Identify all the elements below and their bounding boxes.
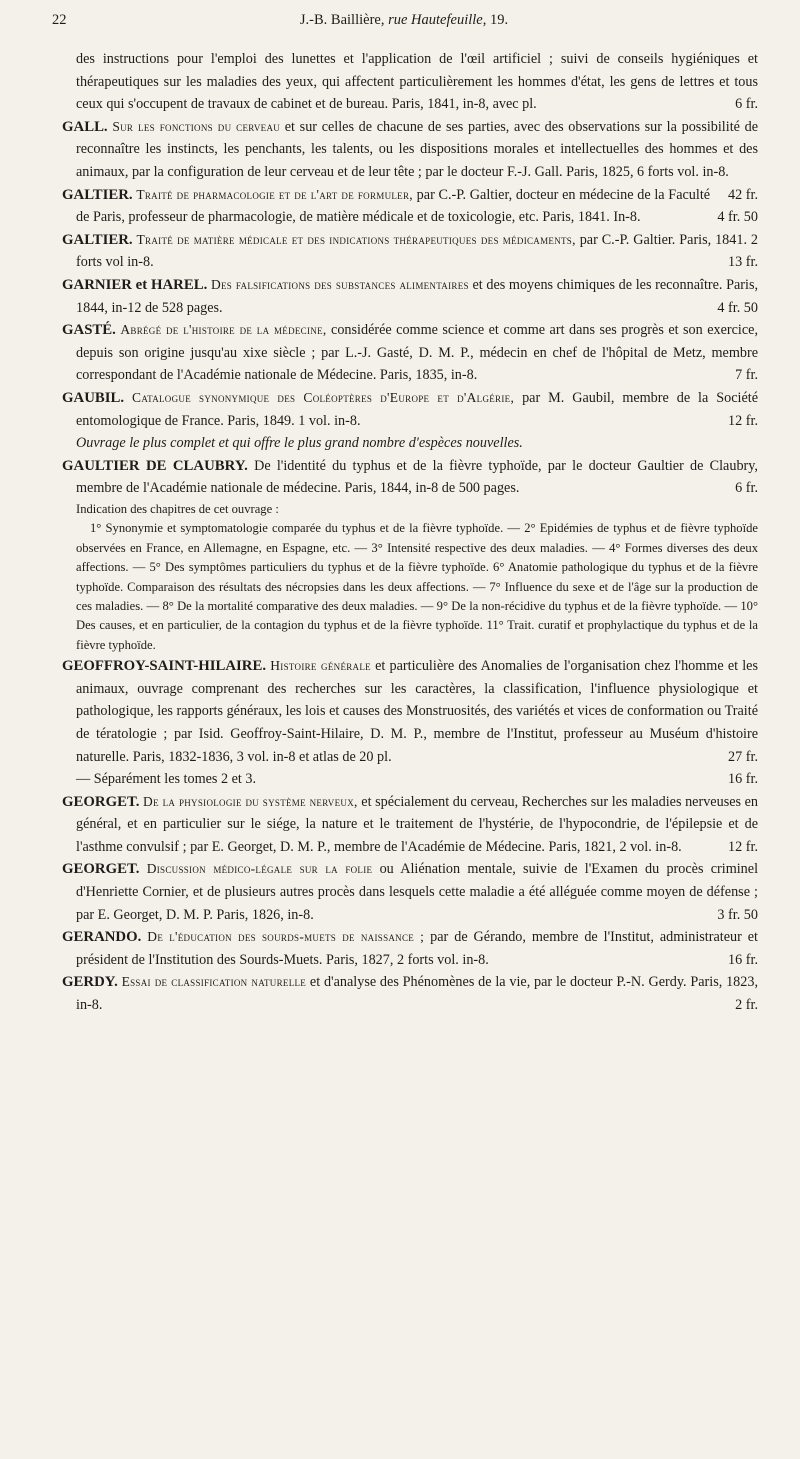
running-title (48, 12, 760, 29)
publisher-street: rue Hautefeuille (388, 12, 483, 28)
entry-note-text: Ouvrage le plus complet et qui offre le plus grand nombre d'espèces nouvelles. (76, 435, 523, 452)
catalogue-entry (62, 926, 758, 971)
entry-lead: Traité de pharmacologie et de l'art de formuler, (136, 186, 413, 202)
entry-lead: Traité de matière médicale et des indications thérapeutiques des médicaments, (136, 231, 576, 247)
entry-price: 16 fr. (728, 951, 758, 968)
catalogue-entry (62, 655, 758, 768)
entry-price: 4 fr. 50 (717, 299, 758, 316)
entry-text: par de Gérando, membre de l'Institut, administrateur et président de l'Institution des Sourds-Muets. Paris, 1827, 2 forts vol. in-8. (76, 929, 759, 968)
entry-price: 13 fr. (728, 254, 758, 271)
author-name: GALTIER. (62, 186, 133, 203)
publisher-name: J.-B. Baillière, (299, 12, 389, 28)
entry-price: 2 fr. (735, 997, 758, 1014)
entry-lead: Histoire générale (270, 658, 371, 674)
entry-lead: Abrégé de l'histoire de la médecine, (120, 322, 327, 338)
entry-price: 4 fr. 50 (717, 209, 758, 226)
entry-price: 6 fr. (735, 480, 758, 497)
entry-text: et spécialement du cerveau, Recherches sur les maladies nerveuses en général, et en particulier sur le siége, la nature et le traitement de l'hystérie, de l'hypocondrie, de l'épilepsie et de l'asthme convulsif ; par E. Georget, D. M. P., membre de l'Académie de Médecine. Paris, 1821, 2 vol. in-8. (76, 793, 759, 855)
author-name: GALL. (62, 118, 108, 135)
publisher-number: , 19. (482, 12, 509, 28)
entry-lead: Sur les fonctions du cerveau (112, 118, 281, 134)
entry-price: 12 fr. (728, 838, 758, 855)
entry-text: et sur celles de chacune de ses parties, avec des observations sur la possibilité de reconnaître les instincts, les penchants, les talents, ou les dispositions morales et intellectuelles des hommes et des animaux, par la configuration de leur cerveau et de leur tête ; par le docteur F.-J. Gall. Paris, 1825, 6 forts vol. in-8. (76, 118, 759, 180)
entry-text: et d'analyse des Phénomènes de la vie, par le docteur P.-N. Gerdy. Paris, 1823, in-8. (76, 974, 759, 1014)
entry-text: par C.-P. Galtier. Paris, 1841. 2 forts vol in-8. (76, 231, 759, 271)
author-name: GAULTIER DE CLAUBRY. (62, 457, 248, 474)
entry-price: 12 fr. (728, 412, 758, 429)
author-name: GEORGET. (62, 861, 140, 878)
entry-price: 7 fr. (735, 367, 758, 384)
entry-extra-price: 16 fr. (728, 771, 758, 788)
page-number: 22 (52, 12, 67, 28)
entry-lead: Discussion médico-légale sur la folie (146, 861, 373, 877)
author-name: GAUBIL. (62, 389, 125, 406)
author-name: GASTÉ. (62, 322, 116, 339)
author-name: GALTIER. (62, 231, 133, 248)
entry-text: De l'identité du typhus et de la fièvre typhoïde, par le docteur Gaultier de Claubry, membre de l'Académie nationale de médecine. Paris, 1844, in-8 de 500 pages. (76, 457, 758, 497)
entry-text: considérée comme science et comme art dans ses progrès et son exercice, depuis son origine jusqu'au xixe siècle ; par L.-J. Gasté, D. M. P., médecin en chef de l'hôpital de Metz, membre correspondant de l'Académie nationale de Médecine. Paris, 1835, in-8. (76, 322, 759, 384)
entry-price: 42 fr. (728, 186, 758, 203)
entry-text: par C.-P. Galtier, docteur en médecine de la Faculté de Paris, professeur de pharmacologie, de matière médicale et de toxicologie, etc. Paris, 1841. In-8. (76, 186, 711, 226)
catalogue-entry (62, 387, 758, 432)
entry-lead: Catalogue synonymique des Coléoptères d'Europe et d'Algérie, (132, 389, 515, 405)
entry-extra (62, 768, 758, 791)
catalogue-body (62, 48, 758, 1017)
catalogue-entry (62, 858, 758, 926)
catalogue-entry (62, 971, 758, 1016)
running-head (48, 12, 760, 34)
catalogue-entry (62, 319, 758, 387)
entry-text: et des moyens chimiques de les reconnaître. Paris, 1844, in-12 de 528 pages. (76, 276, 759, 316)
entry-lead: Des falsifications des substances alimentaires (210, 276, 469, 292)
entry-text: des instructions pour l'emploi des lunettes et l'application de l'œil artificiel ; suivi de conseils hygiéniques et thérapeutiques sur les maladies des yeux, qui affectent particulièrement les hommes d'état, les gens de lettres et tous ceux qui s'occupent de travaux de cabinet et de bureau. Paris, 1841, in-8, avec pl. (76, 51, 758, 113)
entry-text: par M. Gaubil, membre de la Société entomologique de France. Paris, 1849. 1 vol. in-8. (76, 389, 758, 429)
author-name: GEORGET. (62, 793, 140, 810)
author-name: GERDY. (62, 974, 118, 991)
author-name: GEOFFROY-SAINT-HILAIRE. (62, 658, 267, 675)
catalogue-entry (62, 184, 758, 229)
catalogue-entry (62, 791, 758, 859)
entry-extra-label: — Séparément les tomes 2 et 3. (76, 771, 257, 788)
entry-price: 6 fr. (735, 96, 758, 113)
catalogue-entry (62, 229, 758, 274)
entry-lead: De la physiologie du système nerveux, (143, 793, 358, 809)
catalogue-entry (62, 48, 758, 116)
entry-text: et particulière des Anomalies de l'organisation chez l'homme et les animaux, ouvrage comprenant des recherches sur les caractères, la classification, l'influence physiologique et pathologique, les rapports généraux, les lois et causes des Monstruosités, des variétés et vices de conformation ou Traité de tératologie ; par Isid. Geoffroy-Saint-Hilaire, D. M. P., membre de l'Institut, professeur au Muséum d'histoire naturelle. Paris, 1832-1836, 3 vol. in-8 et atlas de 20 pl. (76, 658, 758, 765)
entry-lead: Essai de classification naturelle (121, 974, 307, 990)
entry-text: ou Aliénation mentale, suivie de l'Examen du procès criminel d'Henriette Cornier, et de plusieurs autres procès dans lesquels cette maladie a été alléguée comme moyen de défense ; par E. Georget, D. M. P. Paris, 1826, in-8. (76, 861, 759, 923)
entry-note (62, 432, 758, 455)
catalogue-entry (62, 274, 758, 319)
catalogue-entry (62, 455, 758, 500)
chapter-intro: Indication des chapitres de cet ouvrage : (76, 501, 279, 516)
chapter-list: 1° Synonymie et symptomatologie comparée du typhus et de la fièvre typhoïde. — 2° Epidémies de typhus et de fièvre typhoïde observées en France, en Allemagne, en Espagne, etc. — 3° Intensité respective des deux maladies. — 4° Formes diverses des deux affections. — 5° Des symptômes particuliers du typhus et de la fièvre typhoïde. 6° Anatomie pathologique du typhus et de la fièvre typhoïde. Comparaison des résultats des nécropsies dans les deux affections. — 7° Influence du sexe et de l'âge sur la production de ces maladies. — 8° De la mortalité comparative des deux maladies. — 9° De la non-récidive du typhus et de la fièvre typhoïde. — 10° Des causes, et en particulier, de la contagion du typhus et de la fièvre typhoïde. 11° Trait. curatif et prophylactique du typhus et de la fièvre typhoïde. (76, 521, 758, 652)
author-name: GARNIER et HAREL. (62, 276, 208, 293)
author-name: GERANDO. (62, 929, 142, 946)
entry-lead: De l'éducation des sourds-muets de naissance ; (147, 929, 425, 945)
entry-price: 3 fr. 50 (717, 906, 758, 923)
entry-price: 27 fr. (728, 748, 758, 765)
